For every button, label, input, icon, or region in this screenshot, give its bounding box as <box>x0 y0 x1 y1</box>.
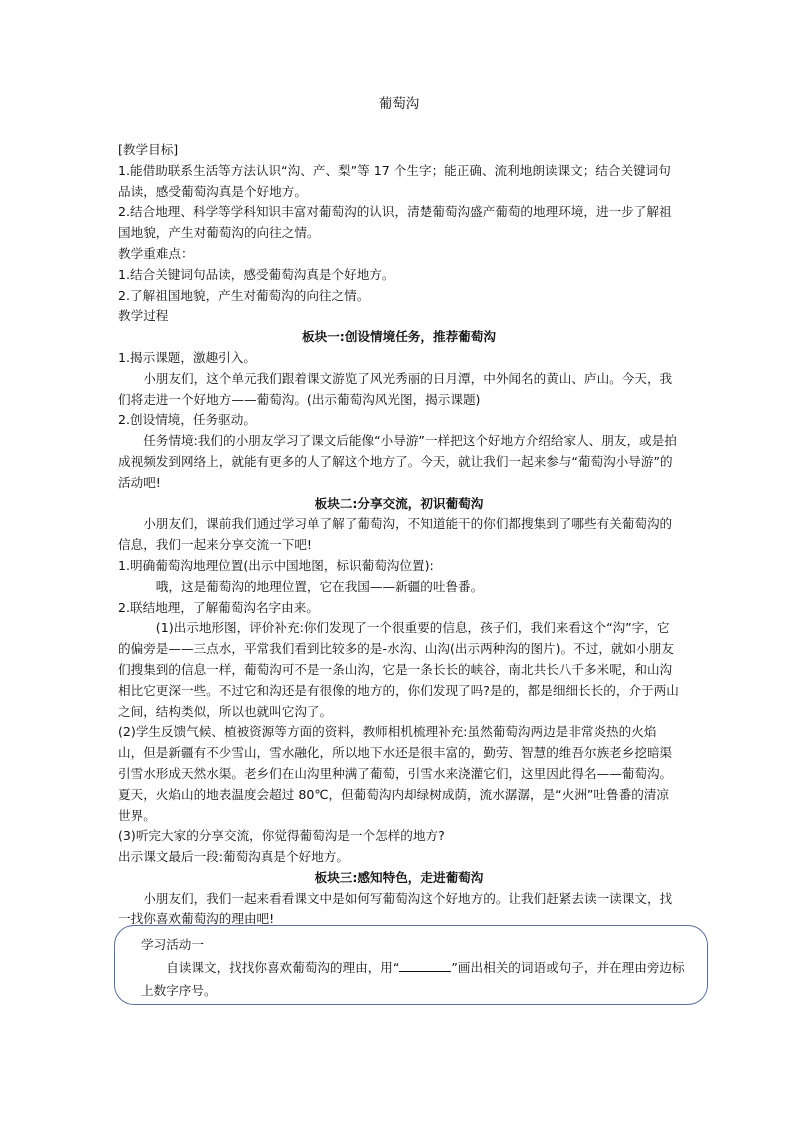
block2-para1: 小朋友们，课前我们通过学习单了解了葡萄沟，不知道能干的你们都搜集到了哪些有关葡萄沟的信息，我们一起来分享交流一下吧! <box>118 516 673 553</box>
process-heading: 教学过程 <box>118 308 169 324</box>
block2-title: 板块二:分享交流，初识葡萄沟 <box>314 495 484 511</box>
objectives-heading: [教学目标] <box>118 142 179 157</box>
block2-sub2: (2)学生反馈气候、植被资源等方面的资料，教师相机梳理补充:虽然葡萄沟两边是非常炎热的火焰山，但是新疆有不少雪山，雪水融化，所以地下水还是很丰富的，勤劳、智慧的维吾尔族老乡挖暗渠引雪水形成天然水渠。老乡们在山沟里种满了葡萄，引雪水来浇灌它们，这里因此得名——葡萄沟。夏天，火焰山的地表温度会超过 80℃，但葡萄沟内却绿树成荫，流水潺潺，是“火洲”吐鲁番的清凉世界。 <box>118 724 673 823</box>
objective-item-2: 2.结合地理、科学等学科知识丰富对葡萄沟的认识，清楚葡萄沟盛产葡萄的地理环境，进一步了解祖国地貌，产生对葡萄沟的向往之情。 <box>118 204 672 241</box>
block3-title: 板块三:感知特色，走进葡萄沟 <box>314 869 484 885</box>
activity-text-before: 自读课文，找找你喜欢葡萄沟的理由，用“ <box>166 960 400 975</box>
block2-sub3: (3)听完大家的分享交流，你觉得葡萄沟是一个怎样的地方? <box>118 828 445 844</box>
underline-blank <box>399 959 451 972</box>
page-title: 葡萄沟 <box>378 96 420 112</box>
block3-para1: 小朋友们，我们一起来看看课文中是如何写葡萄沟这个好地方的。让我们赶紧去读一读课文，找一找你喜欢葡萄沟的理由吧! <box>118 890 673 927</box>
block1-title: 板块一:创设情境任务，推荐葡萄沟 <box>302 329 496 345</box>
key-point-item-1: 1.结合关键词句品读，感受葡萄沟真是个好地方。 <box>118 266 395 282</box>
block1-para1: 小朋友们，这个单元我们跟着课文游览了风光秀丽的日月潭，中外闻名的黄山、庐山。今天，我们将走进一个好地方——葡萄沟。(出示葡萄沟风光图，揭示课题) <box>118 370 673 407</box>
key-point-item-2: 2.了解祖国地貌，产生对葡萄沟的向往之情。 <box>118 287 370 303</box>
block2-sub1: (1)出示地形图，评价补充:你们发现了一个很重要的信息，孩子们，我们来看这个“沟”字，它的偏旁是——三点水，平常我们看到比较多的是-水沟、山沟(出示两种沟的图片)。不过，就如小朋友们搜集到的信息一样，葡萄沟可不是一条山沟，它是一条长长的峡谷，南北共长八千多米呢，和山沟相比它更深一些。不过它和沟还是有很像的地方的，你们发现了吗?是的，都是细细长长的，介于两山之间，结构类似，所以也就叫它沟了。 <box>118 620 679 719</box>
block2-para2: 哦，这是葡萄沟的地理位置，它在我国——新疆的吐鲁番。 <box>155 578 484 594</box>
activity-heading: 学习活动一 <box>141 937 204 952</box>
block1-step1: 1.揭示课题，激趣引入。 <box>118 349 256 365</box>
objective-item-1: 1.能借助联系生活等方法认识“沟、产、梨”等 17 个生字；能正确、流利地朗读课文；结合关键词句品读，感受葡萄沟真是个好地方。 <box>118 162 671 199</box>
block1-para2: 任务情境:我们的小朋友学习了课文后能像“小导游”一样把这个好地方介绍给家人、朋友，或是拍成视频发到网络上，就能有更多的人了解这个地方了。今天，就让我们一起来参与“葡萄沟小导游”的活动吧! <box>118 433 677 490</box>
activity-text-after: ”画出相关的词语或句子，并在理由旁边标上数字序号。 <box>141 960 685 998</box>
activity-box <box>114 925 708 1005</box>
key-points-heading: 教学重难点： <box>118 245 194 261</box>
activity-text <box>141 956 695 1002</box>
block1-step2: 2.创设情境，任务驱动。 <box>118 412 256 428</box>
block2-step2: 2.联结地理，了解葡萄沟名字由来。 <box>118 599 319 615</box>
document-page <box>118 92 680 930</box>
block2-para3: 出示课文最后一段:葡萄沟真是个好地方。 <box>118 849 349 865</box>
block2-step1: 1.明确葡萄沟地理位置(出示中国地图，标识葡萄沟位置): <box>118 557 434 573</box>
